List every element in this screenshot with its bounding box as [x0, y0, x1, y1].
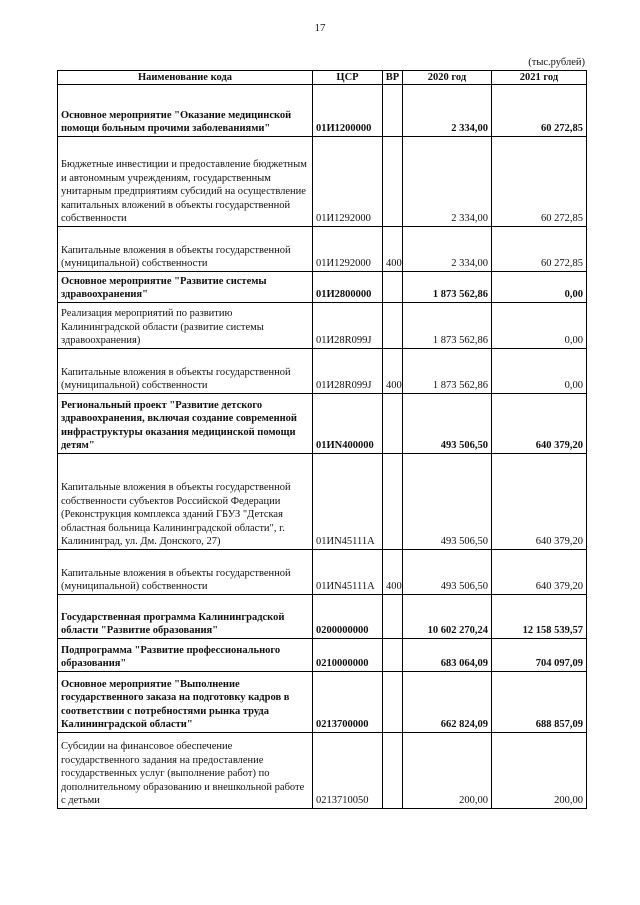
row-vr — [383, 303, 403, 349]
row-name: Основное мероприятие "Развитие системы здравоохранения" — [58, 272, 313, 303]
table-row — [58, 303, 587, 349]
row-vr — [383, 272, 403, 303]
row-2020: 493 506,50 — [403, 394, 492, 454]
table-row — [58, 227, 587, 272]
row-name: Государственная программа Калининградской области "Развитие образования" — [58, 595, 313, 639]
row-2020: 1 873 562,86 — [403, 272, 492, 303]
header-csr: ЦСР — [313, 71, 383, 85]
table-row — [58, 272, 587, 303]
row-vr — [383, 672, 403, 733]
row-2020: 2 334,00 — [403, 227, 492, 272]
row-vr — [383, 85, 403, 137]
table-row — [58, 595, 587, 639]
row-name: Бюджетные инвестиции и предоставление бюджетным и автономным учреждениям, государственным унитарным предприятиям субсидий на осуществление капитальных вложений в объекты государственной собственности — [58, 137, 313, 227]
row-vr — [383, 595, 403, 639]
row-2020: 662 824,09 — [403, 672, 492, 733]
row-csr: 01И1200000 — [313, 85, 383, 137]
header-2020: 2020 год — [403, 71, 492, 85]
row-vr — [383, 733, 403, 809]
row-vr — [383, 394, 403, 454]
row-csr: 01ИN45111A — [313, 454, 383, 550]
row-2021: 60 272,85 — [492, 85, 587, 137]
row-2020: 10 602 270,24 — [403, 595, 492, 639]
row-name: Основное мероприятие "Выполнение государственного заказа на подготовку кадров в соответствии с потребностями рынка труда Калининградской области" — [58, 672, 313, 733]
row-2020: 493 506,50 — [403, 550, 492, 595]
table-row — [58, 550, 587, 595]
row-csr: 01И28R099J — [313, 303, 383, 349]
row-name: Региональный проект "Развитие детского здравоохранения, включая создание современной инфраструктуры оказания медицинской помощи детям" — [58, 394, 313, 454]
budget-table — [57, 70, 587, 809]
row-2021: 688 857,09 — [492, 672, 587, 733]
row-csr: 01ИN45111A — [313, 550, 383, 595]
row-csr: 01И1292000 — [313, 137, 383, 227]
row-2021: 60 272,85 — [492, 227, 587, 272]
row-name: Основное мероприятие "Оказание медицинской помощи больным прочими заболеваниями" — [58, 85, 313, 137]
row-vr — [383, 137, 403, 227]
header-name: Наименование кода — [58, 71, 313, 85]
table-row — [58, 672, 587, 733]
row-name: Капитальные вложения в объекты государственной собственности субъектов Российской Федерации (Реконструкция комплекса зданий ГБУЗ "Детская областная больница Калининградской области", г. Калининград, ул. Дм. Донского, 27) — [58, 454, 313, 550]
row-2021: 640 379,20 — [492, 550, 587, 595]
table-row — [58, 733, 587, 809]
table-row — [58, 394, 587, 454]
row-csr: 0200000000 — [313, 595, 383, 639]
row-2021: 0,00 — [492, 272, 587, 303]
row-2021: 640 379,20 — [492, 394, 587, 454]
row-vr: 400 — [383, 227, 403, 272]
row-2021: 200,00 — [492, 733, 587, 809]
row-csr: 01И28R099J — [313, 349, 383, 394]
units-label: (тыс.рублей) — [528, 57, 585, 68]
row-csr: 0213700000 — [313, 672, 383, 733]
row-2021: 640 379,20 — [492, 454, 587, 550]
header-2021: 2021 год — [492, 71, 587, 85]
table-row — [58, 137, 587, 227]
table-row — [58, 349, 587, 394]
header-vr: ВР — [383, 71, 403, 85]
row-name: Субсидии на финансовое обеспечение государственного задания на предоставление государственных услуг (выполнение работ) по дополнительному образованию и внешкольной работе с детьми — [58, 733, 313, 809]
row-vr — [383, 639, 403, 672]
row-vr — [383, 454, 403, 550]
table-header-row — [58, 71, 587, 85]
table-row — [58, 639, 587, 672]
row-name: Капитальные вложения в объекты государственной (муниципальной) собственности — [58, 227, 313, 272]
row-2020: 2 334,00 — [403, 85, 492, 137]
row-2020: 1 873 562,86 — [403, 349, 492, 394]
row-name: Подпрограмма "Развитие профессионального образования" — [58, 639, 313, 672]
row-vr: 400 — [383, 349, 403, 394]
row-csr: 0210000000 — [313, 639, 383, 672]
row-2020: 683 064,09 — [403, 639, 492, 672]
table-row — [58, 454, 587, 550]
row-2020: 200,00 — [403, 733, 492, 809]
row-2020: 2 334,00 — [403, 137, 492, 227]
row-2021: 0,00 — [492, 303, 587, 349]
row-name: Капитальные вложения в объекты государственной (муниципальной) собственности — [58, 550, 313, 595]
row-name: Капитальные вложения в объекты государственной (муниципальной) собственности — [58, 349, 313, 394]
row-2021: 0,00 — [492, 349, 587, 394]
row-2021: 60 272,85 — [492, 137, 587, 227]
row-name: Реализация мероприятий по развитию Калининградской области (развитие системы здравоохранения) — [58, 303, 313, 349]
row-vr: 400 — [383, 550, 403, 595]
row-csr: 01И2800000 — [313, 272, 383, 303]
row-2020: 1 873 562,86 — [403, 303, 492, 349]
page-number: 17 — [314, 22, 326, 34]
row-2021: 704 097,09 — [492, 639, 587, 672]
row-2021: 12 158 539,57 — [492, 595, 587, 639]
row-csr: 01ИN400000 — [313, 394, 383, 454]
row-2020: 493 506,50 — [403, 454, 492, 550]
row-csr: 01И1292000 — [313, 227, 383, 272]
row-csr: 0213710050 — [313, 733, 383, 809]
table-row — [58, 85, 587, 137]
